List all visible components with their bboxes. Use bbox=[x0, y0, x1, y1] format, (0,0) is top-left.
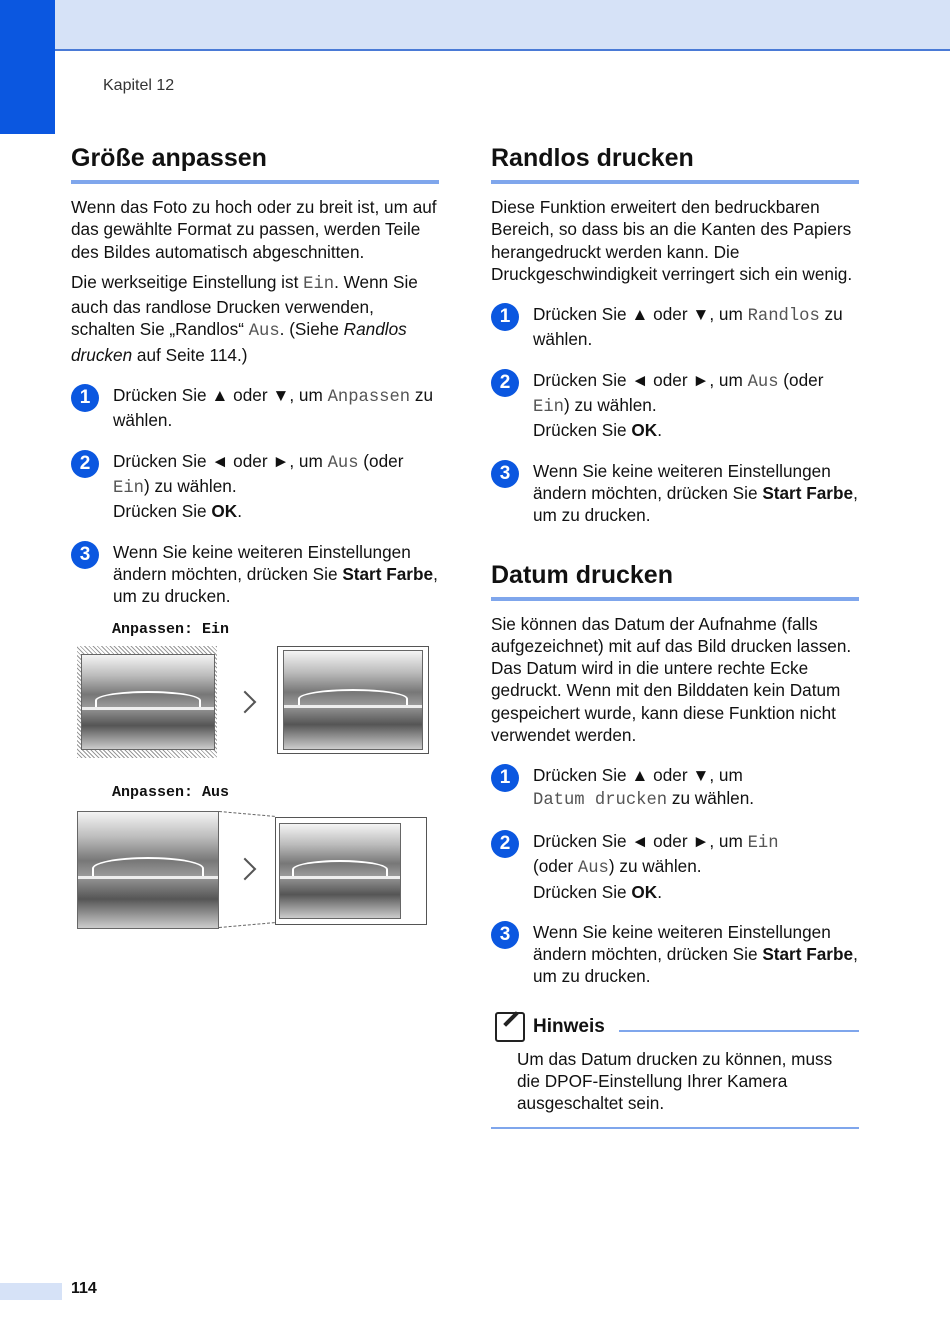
intro-paragraph-2: Die werkseitige Einstellung ist Ein. Wenn Sie auch das randlose Drucken verwenden, schalten Sie „Randlos“ Aus. (Siehe Randlos drucken auf Seite 114.) bbox=[71, 271, 418, 365]
step-2: 2 Drücken Sie ◄ oder ►, um Aus (oder Ein) zu wählen. Drücken Sie OK. bbox=[491, 369, 859, 442]
step-1: 1 Drücken Sie ▲ oder ▼, um Datum drucken zu wählen. bbox=[491, 764, 859, 812]
step-number-icon: 1 bbox=[491, 764, 519, 792]
note-bottom-rule bbox=[491, 1127, 859, 1129]
right-column bbox=[491, 140, 859, 1129]
note-pencil-icon bbox=[495, 1012, 525, 1042]
section-title-borderless: Randlos drucken bbox=[491, 140, 859, 184]
step-3: 3 Wenn Sie keine weiteren Einstellungen ändern möchten, drücken Sie Start Farbe, um zu drucken. bbox=[491, 460, 859, 527]
photo-bridge-result bbox=[283, 650, 423, 750]
step-2: 2 Drücken Sie ◄ oder ►, um Aus (oder Ein) zu wählen. Drücken Sie OK. bbox=[71, 450, 439, 523]
note-title: Hinweis bbox=[533, 1015, 605, 1037]
section-title-resize: Größe anpassen bbox=[71, 140, 439, 184]
note-body: Um das Datum drucken zu können, muss die DPOF-Einstellung Ihrer Kamera ausgeschaltet sein. bbox=[517, 1048, 833, 1114]
step-number-icon: 2 bbox=[491, 830, 519, 858]
arrow-right-icon bbox=[234, 858, 257, 881]
step-3: 3 Wenn Sie keine weiteren Einstellungen ändern möchten, drücken Sie Start Farbe, um zu drucken. bbox=[491, 921, 859, 988]
header-band bbox=[0, 0, 950, 51]
step-3: 3 Wenn Sie keine weiteren Einstellungen ändern möchten, drücken Sie Start Farbe, um zu drucken. bbox=[71, 541, 439, 608]
section-title-date: Datum drucken bbox=[491, 557, 859, 601]
figure-fit-off bbox=[77, 809, 437, 929]
step-number-icon: 1 bbox=[491, 303, 519, 331]
left-column bbox=[71, 140, 439, 929]
cross-reference-link[interactable]: Randlos drucken bbox=[71, 319, 407, 365]
step-number-icon: 2 bbox=[71, 450, 99, 478]
intro-paragraph: Wenn das Foto zu hoch oder zu breit ist, um auf das gewählte Format zu passen, werden Teile des Bildes automatisch abgeschnitten. bbox=[71, 197, 437, 262]
step-number-icon: 3 bbox=[491, 921, 519, 949]
step-1: 1 Drücken Sie ▲ oder ▼, um Randlos zu wählen. bbox=[491, 303, 859, 351]
arrow-right-icon bbox=[234, 691, 257, 714]
step-number-icon: 3 bbox=[491, 460, 519, 488]
intro-paragraph: Sie können das Datum der Aufnahme (falls aufgezeichnet) mit auf das Bild drucken lassen. Das Datum wird in die untere rechte Ecke gedruckt. Wenn mit den Bilddaten kein Datum gespeichert wurde, kann diese Funktion nicht verwendet werden. bbox=[491, 613, 852, 746]
step-number-icon: 3 bbox=[71, 541, 99, 569]
step-number-icon: 1 bbox=[71, 384, 99, 412]
photo-bridge bbox=[81, 654, 215, 750]
step-2: 2 Drücken Sie ◄ oder ►, um Ein (oder Aus) zu wählen. Drücken Sie OK. bbox=[491, 830, 859, 903]
note-divider bbox=[619, 1030, 859, 1032]
chapter-label: Kapitel 12 bbox=[103, 77, 175, 94]
figure-caption-fit-off: Anpassen: Aus bbox=[112, 784, 230, 802]
guide-line bbox=[219, 811, 275, 817]
chapter-tab bbox=[0, 0, 55, 134]
intro-paragraph: Diese Funktion erweitert den bedruckbaren Bereich, so dass bis an die Kanten des Papiers herangedruckt werden kann. Die Druckgeschwindigkeit verringert sich ein wenig. bbox=[491, 197, 853, 284]
figure-fit-on bbox=[77, 646, 437, 766]
photo-bridge-result bbox=[279, 823, 401, 919]
step-number-icon: 2 bbox=[491, 369, 519, 397]
note-box bbox=[491, 1012, 859, 1129]
page-number: 114 bbox=[71, 1280, 97, 1297]
figure-caption-fit-on: Anpassen: Ein bbox=[112, 621, 230, 639]
footer-band bbox=[0, 1283, 62, 1300]
guide-line bbox=[219, 923, 275, 929]
photo-bridge bbox=[77, 811, 219, 929]
step-1: 1 Drücken Sie ▲ oder ▼, um Anpassen zu wählen. bbox=[71, 384, 439, 432]
